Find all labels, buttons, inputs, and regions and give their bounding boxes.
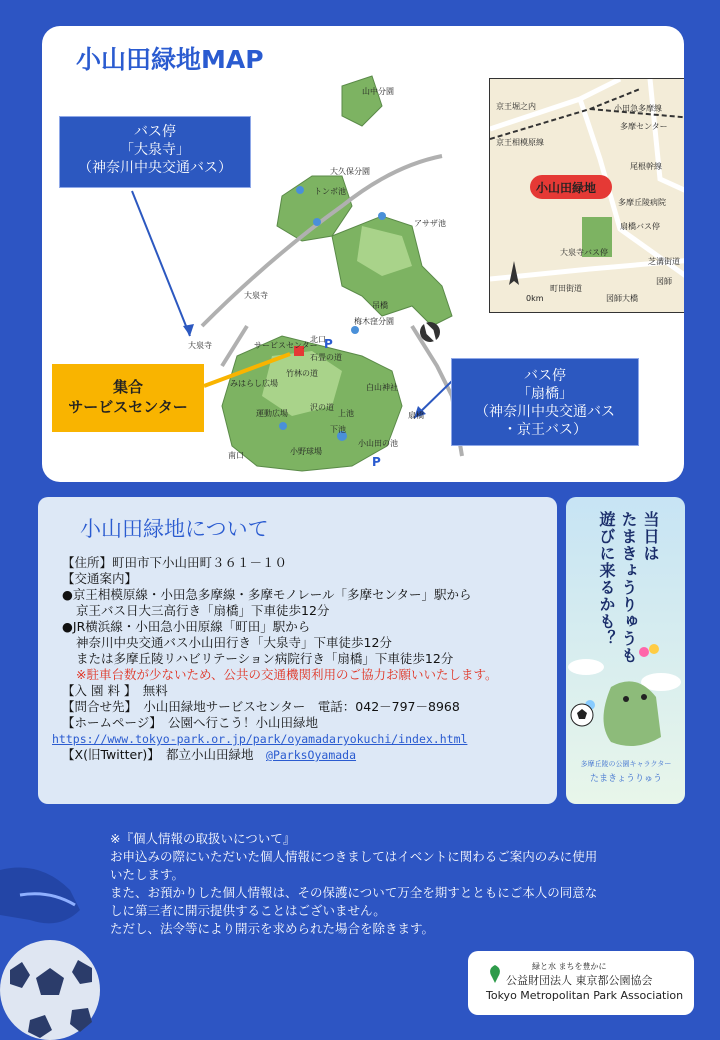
bus-stop-label: バス停 bbox=[524, 368, 566, 384]
homepage-link[interactable]: https://www.tokyo-park.or.jp/park/oyamadaryokuchi/index.html bbox=[52, 732, 468, 746]
label-mihara: みはらし広場 bbox=[230, 379, 278, 388]
mascot-line-2: たまきょうりゅうも bbox=[619, 511, 638, 664]
inset-zushi: 図師 bbox=[656, 277, 672, 286]
org-tagline: 緑と水 まちを豊かに bbox=[532, 962, 607, 971]
inset-odakyu: 小田急多摩線 bbox=[614, 104, 662, 113]
fee-row bbox=[62, 683, 497, 699]
label-oizumiji-1: 大泉寺 bbox=[244, 291, 268, 300]
privacy-notice bbox=[110, 830, 597, 938]
route-2: ●JR横浜線・小田急小田原線「町田」駅から bbox=[62, 619, 311, 634]
label-asaza: アサザ池 bbox=[414, 219, 446, 228]
notice-line-6: ただし、法令等により開示を求められた場合を除きます。 bbox=[110, 921, 435, 936]
label-shinmichi: 沢の道 bbox=[310, 403, 334, 412]
label-tsuribashi: 吊橋 bbox=[372, 301, 388, 310]
inset-shiba: 芝溝街道 bbox=[648, 257, 680, 266]
bus-stop-label: バス停 bbox=[134, 124, 176, 140]
x-label: 【X(旧Twitter)】 bbox=[62, 747, 154, 762]
x-name: 都立小山田緑地 bbox=[165, 747, 254, 762]
route-2-detail-1: 神奈川中央交通バス小山田行き「大泉寺」下車徒歩12分 bbox=[76, 635, 392, 650]
bus-stop-name: 「大泉寺」 bbox=[120, 142, 190, 158]
contact-value: 小山田緑地サービスセンター 電話：042－797－8968 bbox=[143, 699, 460, 714]
inset-oneroad: 尾根幹線 bbox=[630, 162, 662, 171]
label-mokutekidai: 梅木窪分園 bbox=[354, 317, 394, 326]
label-yakyu: 小野球場 bbox=[290, 447, 322, 456]
inset-ogibashi: 扇橋バス停 bbox=[620, 222, 660, 231]
bus-stop-line-2: ・京王バス） bbox=[503, 422, 587, 438]
parking-note: ※駐車台数が少ないため、公共の交通機関利用のご協力お願いいたします。 bbox=[76, 667, 498, 682]
contact-label: 【問合せ先】 bbox=[62, 699, 131, 714]
label-oizumiji-2: 大泉寺 bbox=[188, 341, 212, 350]
label-yamanaka: 山中分園 bbox=[362, 87, 394, 96]
inset-map bbox=[489, 78, 684, 313]
leaf-icon bbox=[486, 963, 504, 985]
svg-text:P: P bbox=[324, 337, 333, 351]
notice-line-4: また、お預かりした個人情報は、その保護について万全を期すとともにご本人の同意な bbox=[110, 885, 598, 900]
address: 【住所】町田市下小山田町３６１－１０ bbox=[62, 555, 288, 570]
bus-stop-callout-oizumiji bbox=[59, 116, 251, 188]
mascot-caption-1: 多摩丘陵の公園キャラクター bbox=[580, 760, 672, 768]
notice-line-2: お申込みの際にいただいた個人情報につきましてはイベントに関わるご案内のみに使用 bbox=[110, 849, 598, 864]
organization-logo bbox=[468, 951, 694, 1015]
x-handle-link[interactable]: @ParksOyamada bbox=[266, 748, 357, 762]
inset-compass-icon bbox=[509, 261, 519, 285]
inset-keio-horinouchi: 京王堀之内 bbox=[496, 102, 536, 111]
meeting-point-label: 集合 bbox=[112, 378, 143, 396]
notice-line-5: しに第三者に開示提供することはございません。 bbox=[110, 903, 386, 918]
fee-label: 【入 園 料 】 bbox=[62, 683, 131, 698]
soccer-decoration bbox=[0, 850, 110, 1040]
mascot-caption-2: たまきょうりゅう bbox=[589, 774, 662, 784]
mascot-line-1: 当日は bbox=[641, 511, 660, 562]
meeting-point-place: サービスセンター bbox=[68, 398, 188, 416]
fee-value: 無料 bbox=[142, 683, 168, 698]
label-shiroyama: 白山神社 bbox=[366, 383, 398, 392]
label-ishigaki: 石畳の道 bbox=[310, 353, 342, 362]
contact-row bbox=[62, 699, 497, 715]
bus-stop-line: （神奈川中央交通バス） bbox=[78, 160, 232, 176]
bus-stop-name: 「扇橋」 bbox=[517, 386, 573, 402]
notice-line-3: いたします。 bbox=[110, 867, 185, 882]
homepage-value: 公園へ行こう！小山田緑地 bbox=[168, 715, 319, 730]
homepage-label: 【ホームページ】 bbox=[62, 715, 156, 730]
label-tonbo: トンボ池 bbox=[314, 187, 346, 196]
x-row bbox=[62, 747, 497, 763]
inset-scale: 0km bbox=[526, 294, 544, 303]
route-2-detail-2: または多摩丘陵リハビリテーション病院行き「扇橋」下車徒歩12分 bbox=[76, 651, 454, 666]
bus-stop-callout-ogibashi bbox=[451, 358, 639, 446]
label-oyamada-pond: 小山田の池 bbox=[358, 439, 398, 448]
route-1: ●京王相模原線・小田急多摩線・多摩モノレール「多摩センター」駅から bbox=[62, 587, 472, 602]
info-list bbox=[52, 555, 498, 763]
mascot-illustration bbox=[566, 637, 685, 757]
inset-tama-center: 多摩センター bbox=[620, 122, 668, 131]
label-takebayashi: 竹林の道 bbox=[286, 369, 318, 378]
inset-tobu: 図師大橋 bbox=[606, 294, 638, 303]
label-okubo: 大久保分園 bbox=[330, 167, 370, 176]
inset-machida: 町田街道 bbox=[550, 284, 582, 293]
svg-text:P: P bbox=[372, 455, 381, 469]
meeting-point-box bbox=[52, 364, 204, 432]
homepage-row bbox=[62, 715, 497, 731]
mascot-line-3: 遊びに来るかも？ bbox=[597, 511, 616, 647]
route-1-detail: 京王バス日大三高行き「扇橋」下車徒歩12分 bbox=[76, 603, 330, 618]
about-section bbox=[38, 497, 557, 804]
label-minamiguchi: 南口 bbox=[228, 451, 244, 460]
map-title: 小山田緑地MAP bbox=[76, 45, 264, 74]
bus-stop-line: （神奈川中央交通バス bbox=[475, 404, 615, 420]
inset-tama-hospital: 多摩丘陵病院 bbox=[618, 198, 666, 207]
label-shimoike: 下池 bbox=[330, 425, 346, 434]
mascot-card bbox=[566, 497, 685, 804]
label-kitaguchi: 北口 bbox=[310, 335, 326, 344]
notice-line-1: ※『個人情報の取扱いについて』 bbox=[110, 831, 296, 846]
inset-oizumiji: 大泉寺バス停 bbox=[560, 248, 608, 257]
label-kamiike: 上池 bbox=[338, 409, 354, 418]
org-name: 公益財団法人 東京都公園協会 bbox=[506, 974, 653, 987]
inset-oyamada: 小山田緑地 bbox=[536, 181, 597, 195]
map-card bbox=[42, 26, 684, 482]
label-service: サービスセンター bbox=[254, 341, 318, 350]
org-english-name: Tokyo Metropolitan Park Association bbox=[486, 989, 684, 1002]
access-header: 【交通案内】 bbox=[62, 571, 138, 586]
inset-keio-line: 京王相模原線 bbox=[496, 138, 544, 147]
about-title: 小山田緑地について bbox=[80, 517, 269, 541]
label-ogibashi: 扇橋 bbox=[408, 411, 424, 420]
homepage-url-row bbox=[52, 731, 497, 747]
label-undou: 運動広場 bbox=[256, 409, 288, 418]
